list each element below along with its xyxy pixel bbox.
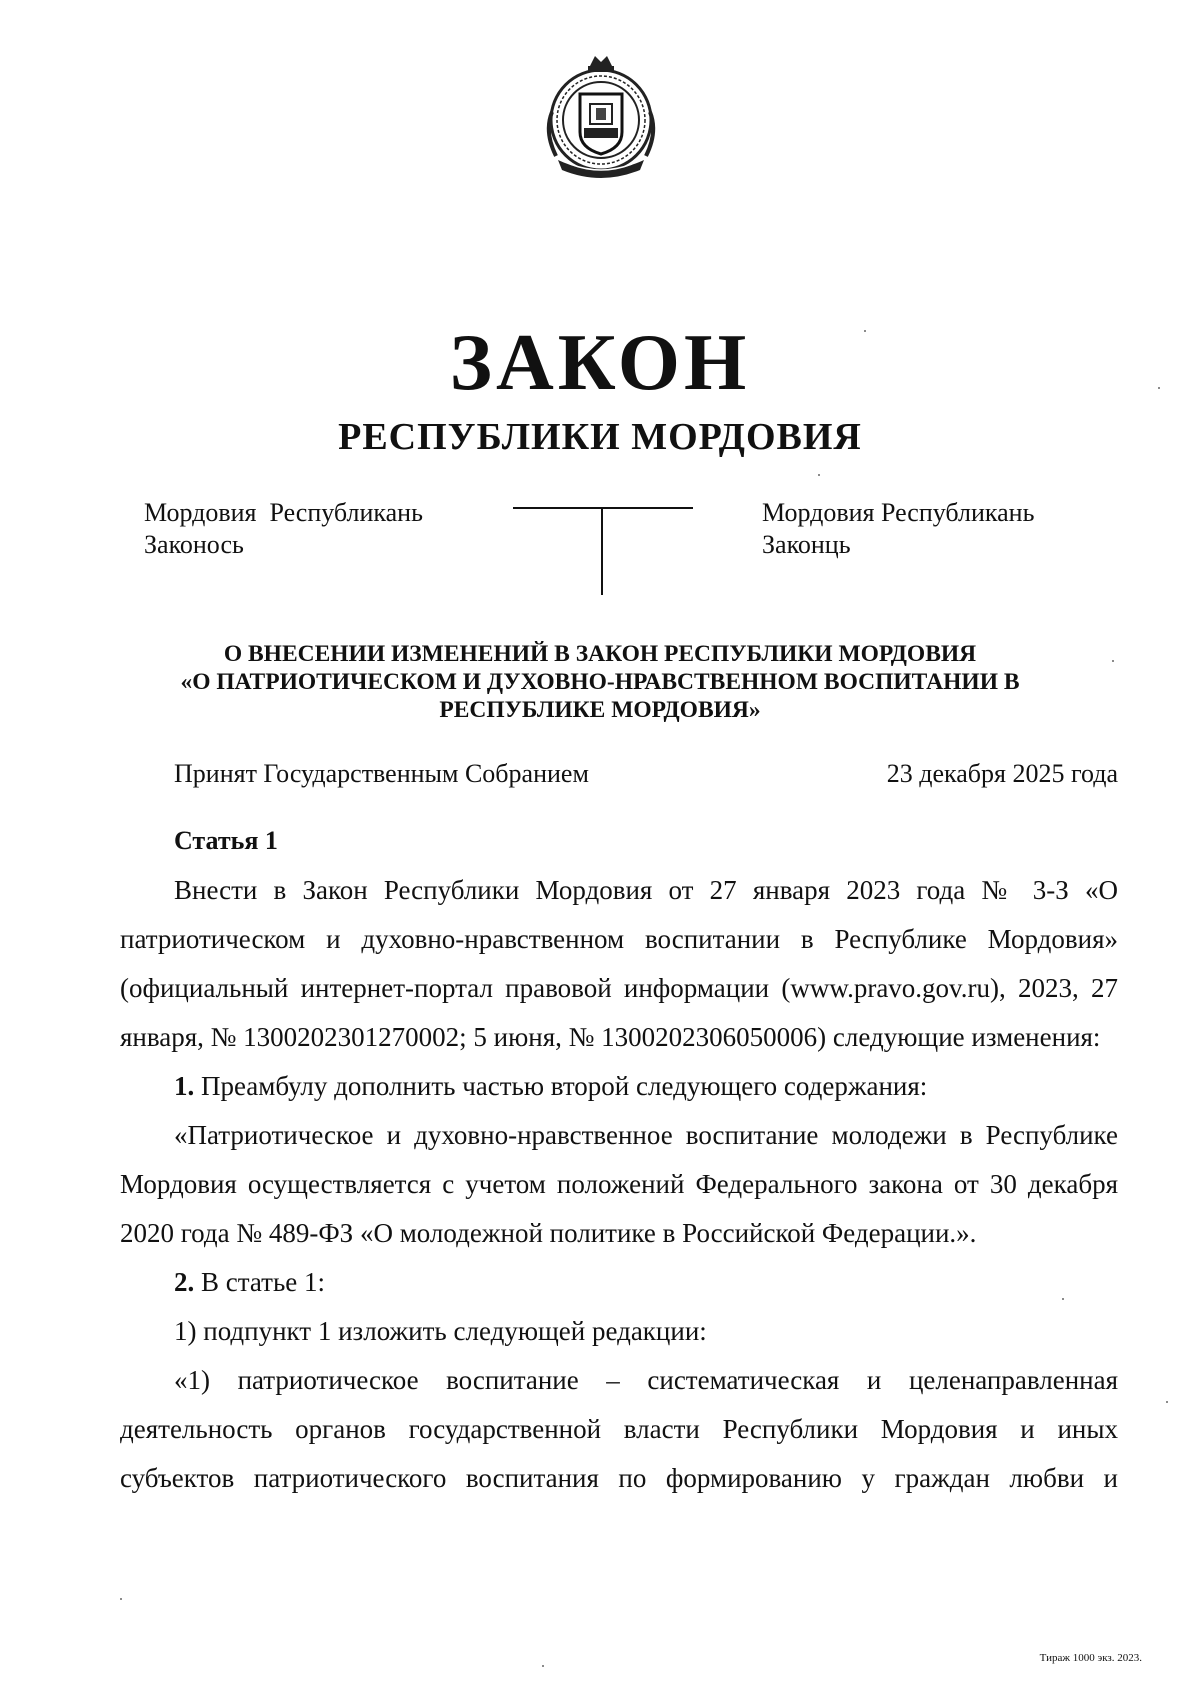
- law-title: [120, 640, 1080, 724]
- separator-vertical: [601, 507, 603, 595]
- left-caption: [144, 497, 423, 561]
- scan-speck: [1112, 660, 1114, 662]
- right-caption: [762, 497, 1034, 561]
- scan-speck: [542, 1665, 544, 1667]
- right-caption-line1: Мордовия Республикань: [762, 498, 1035, 527]
- law-title-line2: «О ПАТРИОТИЧЕСКОМ И ДУХОВНО-НРАВСТВЕННОМ ВОСПИТАНИИ В: [180, 669, 1020, 695]
- paragraph-quote: «Патриотическое и духовно-нравственное воспитание молодежи в Республике Мордовия осуществляется с учетом положений Федерального закона от 30 декабря 2020 года № 489-ФЗ «О молодежной политике в Российской Федерации.».: [120, 1120, 1118, 1248]
- scan-speck: [1166, 1401, 1168, 1403]
- item-number: 2.: [174, 1267, 195, 1297]
- scan-speck: [1062, 1298, 1064, 1300]
- paragraph-item-1: [120, 1062, 1118, 1111]
- coat-of-arms-emblem: [540, 52, 662, 184]
- paragraph-definition: «1) патриотическое воспитание – систематическая и целенаправленная деятельность органов государственной власти Республики Мордовия и иных субъектов патриотического воспитания по формированию у граждан любви и: [120, 1365, 1118, 1493]
- adoption-date: 23 декабря 2025 года: [886, 759, 1118, 788]
- article-body: [120, 866, 1118, 1503]
- paragraph-item-2: [120, 1258, 1118, 1307]
- scan-speck: [1158, 387, 1160, 389]
- scan-speck: [864, 330, 866, 332]
- print-run-note: Тираж 1000 экз. 2023.: [1039, 1652, 1142, 1664]
- left-caption-line1: Мордовия Республикань: [144, 498, 423, 527]
- paragraph-subitem: 1) подпункт 1 изложить следующей редакции:: [174, 1316, 707, 1346]
- article-heading: Статья 1: [174, 826, 278, 855]
- separator-horizontal: [513, 507, 693, 509]
- scan-speck: [818, 474, 820, 476]
- item-text: Преамбулу дополнить частью второй следующего содержания:: [194, 1071, 928, 1101]
- item-text: В статье 1:: [194, 1267, 326, 1297]
- document-title: ЗАКОН: [449, 319, 751, 407]
- paragraph-intro: Внести в Закон Республики Мордовия от 27 января 2023 года № 3-З «О патриотическом и духовно-нравственном воспитании в Республике Мордовия» (официальный интернет-портал правовой информации (www.pravo.gov.ru), 2023, 27 января, № 1300202301270002; 5 июня, № 1300202306050006) следующие изменения:: [120, 875, 1118, 1052]
- right-caption-line2: Законць: [762, 530, 851, 559]
- item-number: 1.: [174, 1071, 195, 1101]
- adopted-by: Принят Государственным Собранием: [174, 759, 589, 788]
- left-caption-line2: Законось: [144, 530, 244, 559]
- document-subtitle: РЕСПУБЛИКИ МОРДОВИЯ: [338, 416, 862, 458]
- law-title-line1: О ВНЕСЕНИИ ИЗМЕНЕНИЙ В ЗАКОН РЕСПУБЛИКИ МОРДОВИЯ: [223, 641, 977, 667]
- law-title-line3: РЕСПУБЛИКЕ МОРДОВИЯ»: [439, 697, 761, 723]
- scan-speck: [120, 1598, 122, 1600]
